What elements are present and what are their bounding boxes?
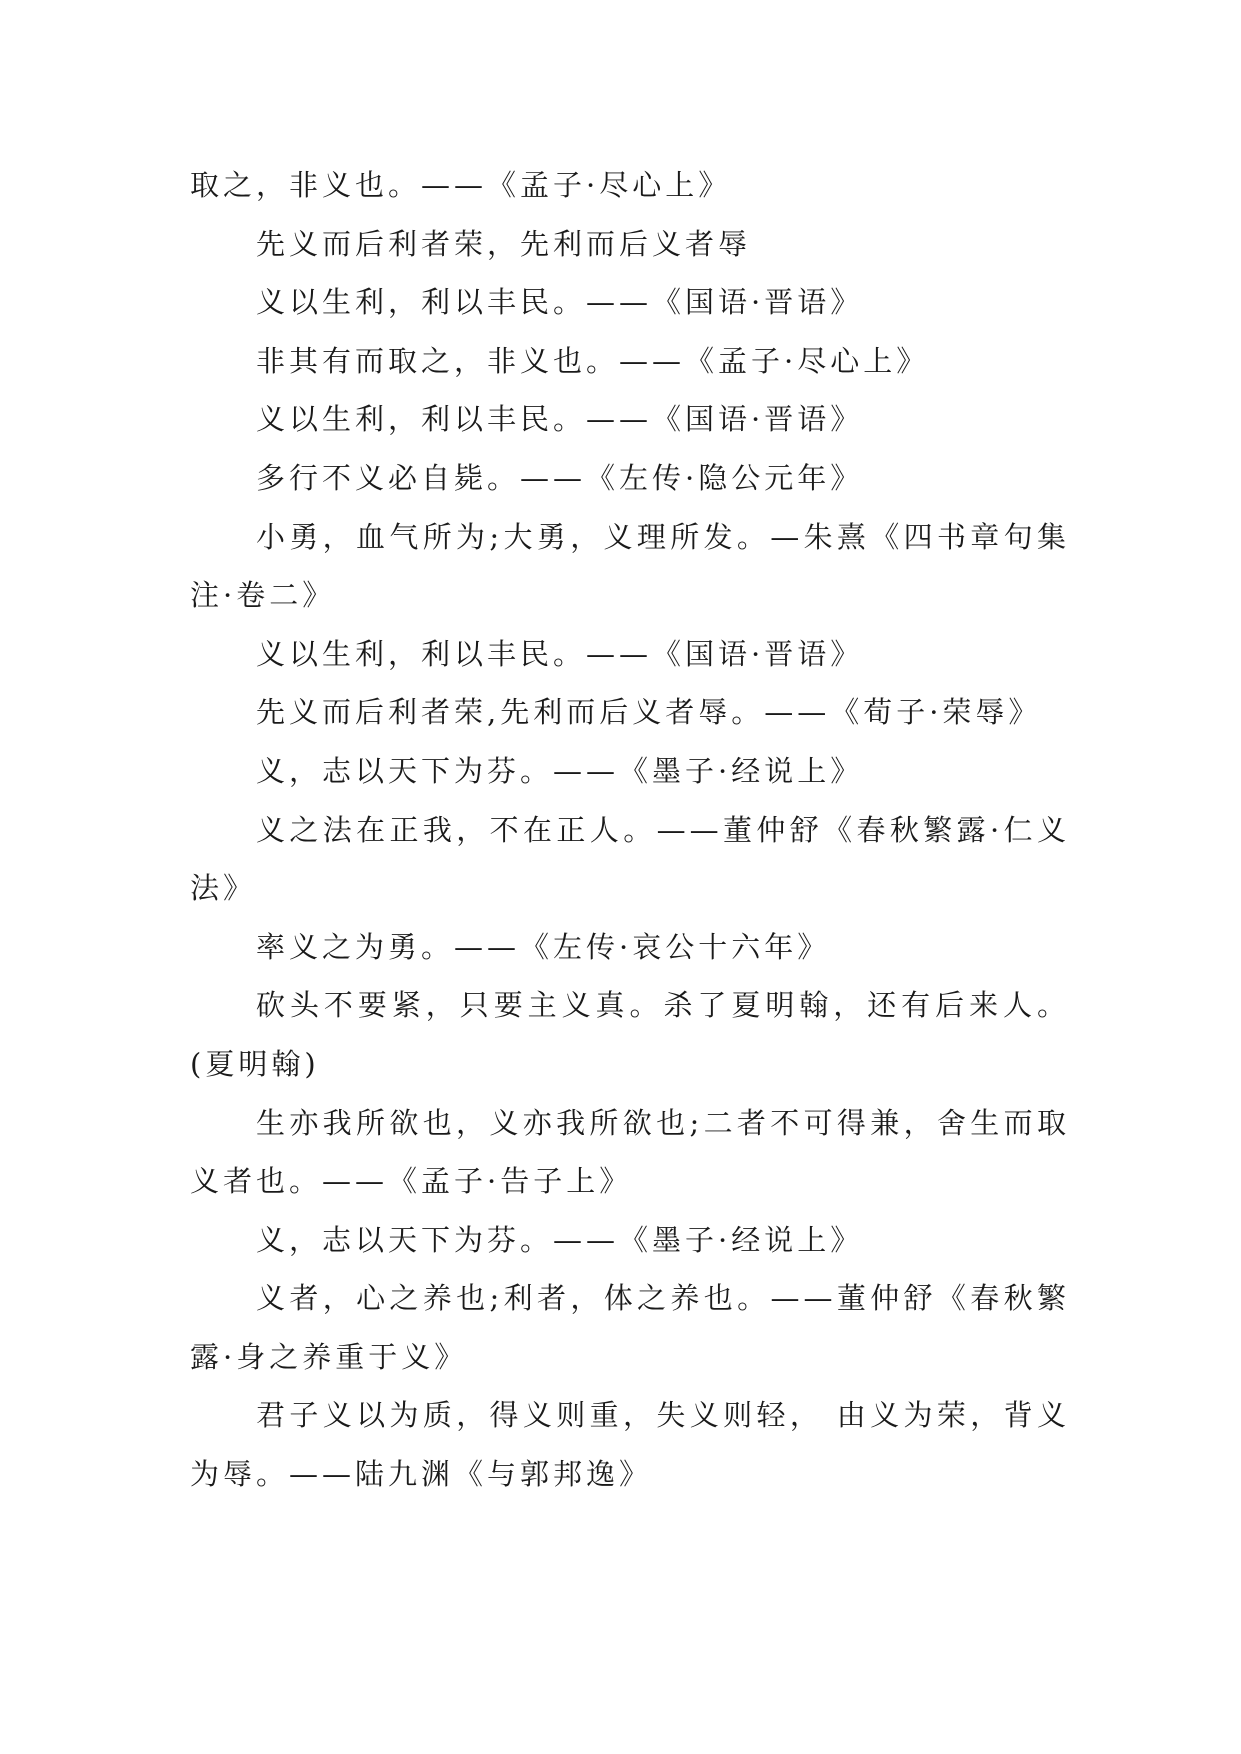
paragraph: 小勇，血气所为;大勇，义理所发。—朱熹《四书章句集注·卷二》 — [190, 519, 1070, 613]
paragraph: 义，志以天下为芬。——《墨子·经说上》 — [256, 753, 864, 788]
paragraph: 多行不义必自毙。——《左传·隐公元年》 — [256, 460, 864, 495]
paragraph: 先义而后利者荣，先利而后义者辱 — [256, 226, 752, 261]
paragraph: 先义而后利者荣,先利而后义者辱。——《荀子·荣辱》 — [256, 695, 1042, 730]
paragraph: 义，志以天下为芬。——《墨子·经说上》 — [256, 1222, 864, 1257]
paragraph: 砍头不要紧，只要主义真。杀了夏明翰，还有后来人。(夏明翰) — [190, 988, 1070, 1081]
paragraph: 义者，心之养也;利者，体之养也。——董仲舒《春秋繁露·身之养重于义》 — [190, 1281, 1070, 1374]
paragraph: 生亦我所欲也，义亦我所欲也;二者不可得兼，舍生而取义者也。——《孟子·告子上》 — [190, 1105, 1070, 1199]
paragraph: 义以生利，利以丰民。——《国语·晋语》 — [256, 402, 864, 437]
paragraph: 义以生利，利以丰民。——《国语·晋语》 — [256, 285, 864, 320]
paragraph: 非其有而取之，非义也。——《孟子·尽心上》 — [256, 343, 930, 378]
paragraph: 率义之为勇。——《左传·哀公十六年》 — [256, 929, 831, 964]
paragraph: 义之法在正我，不在正人。——董仲舒《春秋繁露·仁义法》 — [190, 812, 1070, 906]
paragraph: 取之，非义也。——《孟子·尽心上》 — [190, 168, 732, 202]
document-body — [190, 156, 1070, 1504]
paragraph: 君子义以为质，得义则重，失义则轻， 由义为荣，背义为辱。——陆九渊《与郭邦逸》 — [190, 1398, 1070, 1492]
paragraph: 义以生利，利以丰民。——《国语·晋语》 — [256, 636, 864, 671]
